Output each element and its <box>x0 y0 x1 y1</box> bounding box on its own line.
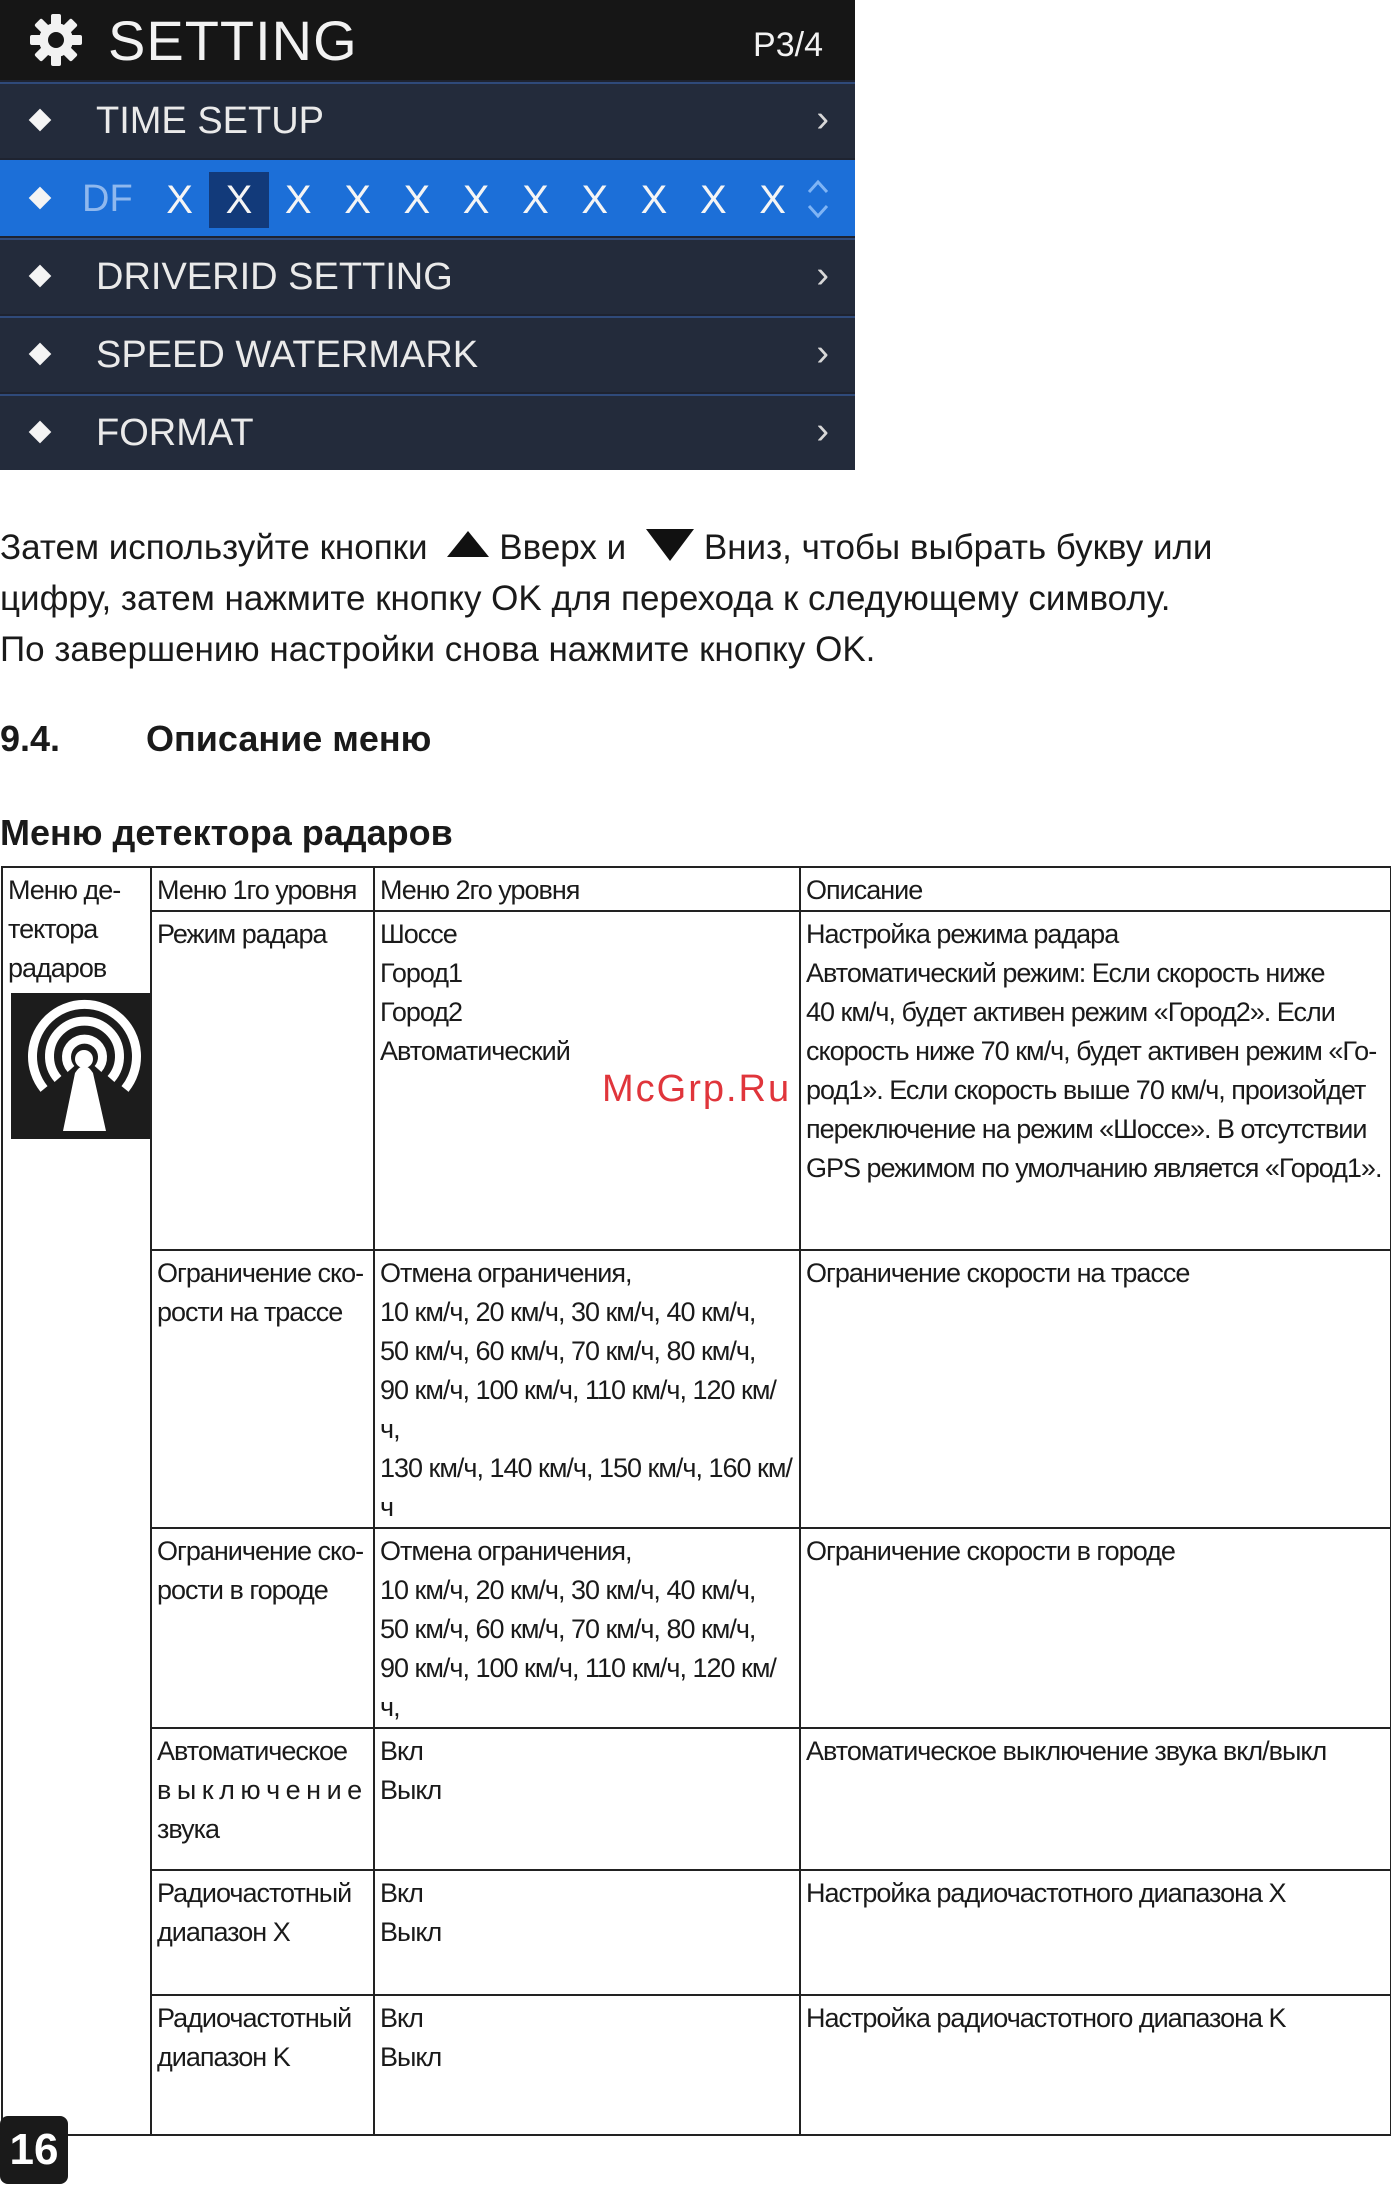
bullet-diamond-icon <box>29 265 52 288</box>
cell-text: Вкл <box>380 1736 423 1766</box>
edit-char[interactable]: X <box>640 178 668 222</box>
menu-header <box>0 0 855 80</box>
cell-text: Выкл <box>380 1775 442 1805</box>
edit-char-cursor[interactable]: X <box>209 172 268 228</box>
page-number: 16 <box>0 2116 68 2184</box>
cell-text: рости на трассе <box>157 1297 343 1327</box>
cell-text: Автоматический режим: Если скорость ниже <box>806 958 1325 988</box>
chevron-right-icon: › <box>816 410 829 452</box>
instruction-line <box>0 522 1391 573</box>
chevron-right-icon: › <box>816 254 829 296</box>
cell-text: Настройка режима радара <box>806 919 1119 949</box>
header-text: радаров <box>8 953 107 983</box>
menu-item-label: FORMAT <box>96 412 254 454</box>
description-cell <box>800 1870 1391 1995</box>
header-text: тектора <box>8 914 98 944</box>
cell-text: род1». Если скорость выше 70 км/ч, произойдет <box>806 1075 1366 1105</box>
level2-cell <box>374 1250 800 1528</box>
chevron-right-icon: › <box>816 332 829 374</box>
cell-text: 10 км/ч, 20 км/ч, 30 км/ч, 40 км/ч, <box>380 1297 756 1327</box>
cell-text: Режим радара <box>157 919 327 949</box>
level2-cell <box>374 1728 800 1870</box>
table-title: Меню детектора радаров <box>0 812 453 853</box>
cell-text: 10 км/ч, 20 км/ч, 30 км/ч, 40 км/ч, <box>380 1575 756 1605</box>
level2-cell <box>374 1995 800 2135</box>
cell-text: Отмена ограничения, <box>380 1258 632 1288</box>
section-number: 9.4. <box>0 718 61 759</box>
cell-text: Автоматическое выключение звука вкл/выкл <box>806 1736 1327 1766</box>
level2-cell <box>374 1528 800 1728</box>
edit-char[interactable]: X <box>284 178 312 222</box>
cell-text: скорость ниже 70 км/ч, будет активен режим «Го- <box>806 1036 1377 1066</box>
down-arrow-icon <box>646 529 694 561</box>
table-row <box>2 1528 1391 1728</box>
cell-text: GPS режимом по умолчанию является «Город1». <box>806 1153 1382 1183</box>
edit-char[interactable]: X <box>166 178 193 222</box>
description-cell <box>800 1995 1391 2135</box>
cell-text: 90 км/ч, 100 км/ч, 110 км/ч, 120 км/ч, <box>380 1653 776 1722</box>
cell-text: Ограничение ско- <box>157 1536 364 1566</box>
level1-cell <box>151 1995 374 2135</box>
cell-text: Радиочастотный <box>157 1878 352 1908</box>
chevron-right-icon: › <box>816 98 829 140</box>
level1-cell <box>151 1250 374 1528</box>
description-cell <box>800 911 1391 1250</box>
cell-text: рости в городе <box>157 1575 328 1605</box>
instruction-line: цифру, затем нажмите кнопку OK для перехода к следующему символу. <box>0 579 1171 618</box>
table-row <box>2 1995 1391 2135</box>
menu-page-indicator: P3/4 <box>753 26 823 64</box>
description-cell <box>800 1528 1391 1728</box>
cell-text: Автоматическое <box>157 1736 348 1766</box>
up-arrow-icon <box>447 531 489 557</box>
menu-item-speed-watermark[interactable] <box>0 316 855 392</box>
cell-text: 90 км/ч, 100 км/ч, 110 км/ч, 120 км/ч, <box>380 1375 776 1444</box>
description-cell <box>800 1250 1391 1528</box>
edit-char[interactable]: X <box>462 178 490 222</box>
cell-text: 40 км/ч, будет активен режим «Город2». Если <box>806 997 1335 1027</box>
cell-text: в ы к л ю ч е н и е <box>157 1775 362 1805</box>
instruction-line: По завершению настройки снова нажмите кнопку OK. <box>0 630 876 669</box>
instruction-paragraph <box>0 522 1391 675</box>
cell-text: 50 км/ч, 60 км/ч, 70 км/ч, 80 км/ч, <box>380 1614 756 1644</box>
bullet-diamond-icon <box>29 109 52 132</box>
menu-item-label: DRIVERID SETTING <box>96 256 453 298</box>
menu-item-format[interactable] <box>0 394 855 470</box>
header-cell: Описание <box>800 867 1391 911</box>
section-title: Описание меню <box>146 718 432 759</box>
table-row <box>2 1870 1391 1995</box>
edit-char[interactable]: X <box>522 178 549 222</box>
menu-item-driver-id-editing[interactable] <box>0 160 855 236</box>
cell-text: 130 км/ч, 140 км/ч, 150 км/ч, 160 км/ч <box>380 1453 792 1522</box>
cell-text: Настройка радиочастотного диапазона K <box>806 2003 1286 2033</box>
cell-text: Выкл <box>380 2042 442 2072</box>
instruction-text: Вверх и <box>499 528 627 567</box>
cell-text: Радиочастотный <box>157 2003 352 2033</box>
description-cell <box>800 1728 1391 1870</box>
cell-text: Автоматический <box>380 1036 570 1066</box>
header-text: Меню де- <box>8 875 121 905</box>
edit-char[interactable]: X <box>581 178 609 222</box>
bullet-diamond-icon <box>29 187 52 210</box>
cell-text: Вкл <box>380 2003 423 2033</box>
level2-cell <box>374 1870 800 1995</box>
edit-char[interactable]: X <box>759 178 786 222</box>
edit-char[interactable]: X <box>344 178 371 222</box>
cell-text: диапазон K <box>157 2042 290 2072</box>
cell-text: переключение на режим «Шоссе». В отсутствии <box>806 1114 1367 1144</box>
header-cell: Меню 2го уровня <box>374 867 800 911</box>
menu-item-driverid-setting[interactable] <box>0 238 855 314</box>
level1-cell <box>151 911 374 1250</box>
cell-text: Настройка радиочастотного диапазона X <box>806 1878 1286 1908</box>
table-row <box>2 1250 1391 1528</box>
edit-char[interactable]: X <box>699 178 727 222</box>
menu-item-label: DF <box>82 178 133 220</box>
watermark: McGrp.Ru <box>602 1068 792 1110</box>
menu-item-label: SPEED WATERMARK <box>96 334 479 376</box>
cell-text: Ограничение ско- <box>157 1258 364 1288</box>
header-cell: Меню 1го уровня <box>151 867 374 911</box>
instruction-text: Вниз, чтобы выбрать букву или <box>703 528 1213 567</box>
bullet-diamond-icon <box>29 421 52 444</box>
cell-text: Ограничение скорости на трассе <box>806 1258 1190 1288</box>
cell-text: 50 км/ч, 60 км/ч, 70 км/ч, 80 км/ч, <box>380 1336 756 1366</box>
radar-signal-icon <box>11 993 151 1139</box>
level1-cell <box>151 1528 374 1728</box>
menu-title: SETTING <box>108 9 358 72</box>
radar-detector-menu-table <box>1 866 1391 2136</box>
table-row <box>2 1728 1391 1870</box>
header-cell-radar-menu <box>2 867 151 2135</box>
bullet-diamond-icon <box>29 343 52 366</box>
cell-text: Вкл <box>380 1878 423 1908</box>
level1-cell <box>151 1870 374 1995</box>
cell-text: Выкл <box>380 1917 442 1947</box>
cell-text: Город1 <box>380 958 463 988</box>
cell-text: Ограничение скорости в городе <box>806 1536 1175 1566</box>
cell-text: Отмена ограничения, <box>380 1536 632 1566</box>
cell-text: диапазон X <box>157 1917 290 1947</box>
level1-cell <box>151 1728 374 1870</box>
edit-char[interactable]: X <box>403 178 431 222</box>
device-menu-screenshot <box>0 0 855 468</box>
driver-id-character-editor[interactable] <box>150 172 802 228</box>
cell-text: Шоссе <box>380 919 457 949</box>
gear-icon <box>28 12 84 68</box>
table-header-row <box>2 867 1391 911</box>
menu-item-time-setup[interactable] <box>0 82 855 158</box>
up-down-arrows-icon <box>803 176 833 222</box>
cell-text: Город2 <box>380 997 463 1027</box>
menu-item-label: TIME SETUP <box>96 100 325 142</box>
cell-text: звука <box>157 1814 220 1844</box>
instruction-text: Затем используйте кнопки <box>0 528 428 567</box>
